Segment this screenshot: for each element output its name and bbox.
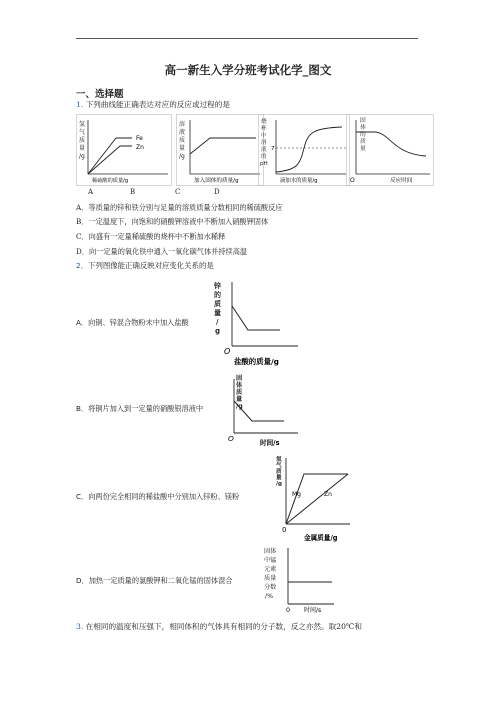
q1-graph-b: [176, 114, 264, 186]
page-title: 高一新生入学分班考试化学_图文: [164, 63, 332, 77]
origin-label: 0: [282, 526, 287, 534]
ylabel-char: /g: [79, 153, 85, 160]
x-axis-label: 盐酸的质量/g: [234, 357, 279, 366]
ylabel-char: 质: [214, 300, 221, 308]
section-heading: 一、选择题: [76, 89, 124, 100]
graph-letter-b: B: [130, 188, 136, 196]
origin-label: O: [224, 347, 231, 356]
origin-label: O: [228, 434, 234, 443]
ylabel-char: 烧: [261, 119, 267, 125]
ylabel-char: 质: [360, 139, 366, 145]
origin-label: O: [350, 177, 355, 184]
ylabel-char: 中: [261, 133, 267, 139]
x-axis-label: 时间/s: [304, 607, 322, 614]
q2-option-b: B．将铜片加入到一定量的硝酸银溶液中: [76, 404, 204, 413]
graph-letter-a: A: [88, 188, 94, 196]
ylabel-char: 溶: [261, 140, 267, 146]
x-axis-label: 稀硫酸的质量/g: [92, 178, 129, 184]
ylabel-char: 气: [79, 129, 86, 136]
ylabel-char: g: [215, 327, 221, 335]
header-rule: [76, 38, 418, 39]
question-number: 3.: [76, 622, 84, 631]
series-label-zn: Zn: [136, 144, 144, 151]
series-label-zn: Zn: [324, 491, 332, 498]
ylabel-char: 液: [261, 147, 267, 153]
ylabel-char: 量: [214, 309, 221, 317]
question-3: [76, 622, 362, 632]
q2-option-a: A．向铜、锌混合物粉末中加入盐酸: [76, 318, 189, 327]
graph-letter-d: D: [214, 188, 220, 196]
x-axis-label: 金属质量/g: [304, 534, 338, 542]
q2-graph-c: [274, 452, 356, 544]
ylabel-char: 质: [236, 389, 243, 396]
ylabel-char: 质: [179, 137, 186, 144]
question-stem: 下列曲线能正确表达对应的反应或过程的是: [85, 100, 230, 109]
ylabel-char: /g: [236, 403, 243, 410]
ylabel-char: /g: [276, 481, 283, 487]
ylabel-char: 量: [360, 146, 366, 152]
question-stem: 在相同的温度和压强下，相同体积的气体具有相同的分子数，反之亦然。取20℃和: [85, 622, 363, 631]
ylabel-char: 锌: [214, 282, 221, 290]
ylabel-char: 量: [179, 145, 186, 152]
question-number: 2: [76, 261, 81, 270]
origin-label: 0: [286, 606, 291, 614]
ylabel-char: 气: [276, 463, 282, 469]
ylabel-line: 分数: [264, 584, 277, 591]
x-axis-label: 反应时间: [390, 178, 413, 184]
question-stem: ．下列图像能正确反映对应变化关系的是: [80, 261, 214, 270]
graph-letter-c: C: [175, 188, 181, 196]
x-axis-label: 加入固体的质量/g: [194, 178, 239, 184]
tick-label: 7: [271, 146, 275, 152]
ylabel-char: 体: [360, 125, 366, 131]
series-label-mg: Mg: [292, 491, 301, 498]
ylabel-line: /%: [265, 593, 273, 600]
ylabel-line: 中锰: [264, 557, 277, 564]
ylabel-char: 的: [214, 291, 221, 299]
q1-graph-a: [76, 114, 172, 186]
ylabel-char: 质: [79, 137, 86, 144]
series-label-fe: Fe: [136, 135, 143, 142]
q2-option-d: D．加热一定质量的氯酸钾和二氧化锰的固体混合: [76, 576, 233, 585]
ylabel-line: 质量: [264, 575, 277, 582]
q2-graph-a: [210, 278, 302, 370]
ylabel-char: 的: [360, 132, 366, 138]
ylabel-line: 固体: [264, 548, 277, 555]
ylabel-char: 氢: [276, 457, 282, 463]
ylabel-char: pH: [260, 161, 268, 167]
ylabel-char: 质: [276, 469, 282, 475]
ylabel-char: 量: [79, 145, 86, 152]
ylabel-char: /: [216, 318, 219, 326]
ylabel-char: 量: [236, 396, 243, 403]
ylabel-char: 固: [360, 118, 366, 124]
ylabel-char: 固: [236, 375, 243, 382]
ylabel-char: 杯: [261, 126, 267, 132]
ylabel-char: /g: [179, 153, 185, 160]
q1-option-c: C．向盛有一定量稀硫酸的烧杯中不断加水稀释: [76, 232, 226, 241]
ylabel-line: 元素: [264, 566, 277, 573]
q1-option-a: A．等质量的锌和铁分别与足量的溶质质量分数相同的稀硫酸反应: [76, 203, 283, 212]
q1-graph-c: [258, 114, 350, 186]
x-axis-label: 滴加水的质量/g: [280, 178, 318, 184]
question-2: [76, 261, 214, 271]
q2-graph-b: [226, 371, 306, 451]
x-axis-label: 时间/s: [260, 439, 280, 447]
q1-graph-d: [346, 114, 434, 186]
ylabel-char: 液: [179, 129, 186, 136]
question-number: 1.: [76, 100, 84, 109]
question-1: [76, 100, 230, 110]
ylabel-char: 量: [276, 475, 282, 481]
q2-option-c: C．向两份完全相同的稀盐酸中分别加入锌粉、镁粉: [76, 492, 240, 501]
ylabel-char: 的: [261, 154, 267, 160]
ylabel-char: 氢: [79, 121, 86, 128]
ylabel-char: 体: [236, 382, 243, 389]
q1-option-d: D．向一定量的氧化铁中通入一氧化碳气体并持续高温: [76, 247, 248, 256]
q1-option-b: B．一定温度下，向饱和的硝酸钾溶液中不断加入硝酸钾固体: [76, 217, 269, 226]
q2-graph-d: [262, 544, 338, 620]
ylabel-char: 溶: [179, 121, 186, 128]
